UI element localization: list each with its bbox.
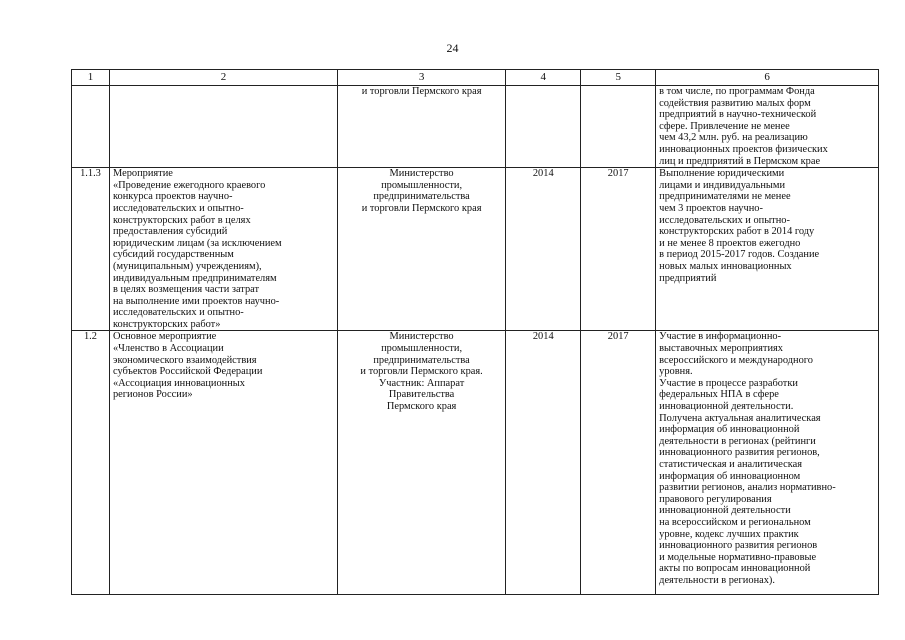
text-line: (муниципальным) учреждениям), — [112, 260, 262, 272]
text-line: регионов России» — [112, 389, 193, 401]
item-name — [109, 86, 337, 168]
item-number: 1.1.3 — [72, 168, 110, 331]
item-name — [109, 168, 337, 331]
text-line: деятельности в регионах (рейтинги — [659, 435, 816, 447]
text-line: Мероприятие — [112, 168, 173, 180]
text-line: инновационного развития регионов — [659, 540, 818, 552]
column-header: 4 — [506, 70, 581, 86]
text-line: предприятий в научно-технической — [659, 109, 817, 121]
program-table — [71, 69, 879, 595]
text-line: в том числе, по программам Фонда — [659, 86, 815, 97]
column-header: 3 — [337, 70, 505, 86]
text-line: уровня. — [659, 366, 693, 378]
text-line: Участие в процессе разработки — [659, 377, 798, 389]
text-line: на всероссийском и региональном — [659, 516, 811, 528]
text-line: инновационной деятельности. — [659, 401, 794, 413]
text-line: Правительства — [388, 389, 455, 401]
start-year: 2014 — [506, 168, 581, 331]
text-line: уровне, кодекс лучших практик — [659, 528, 799, 540]
responsible-executor — [337, 168, 505, 331]
text-line: исследовательских и опытно- — [659, 214, 790, 226]
table-row — [72, 331, 879, 595]
text-line: конкурса проектов научно- — [112, 191, 233, 203]
text-line: предоставления субсидий — [112, 226, 228, 238]
text-line: предпринимательства — [373, 354, 470, 366]
text-line: акты по вопросам инновационной — [659, 563, 811, 575]
text-line: деятельности в регионах). — [659, 574, 775, 586]
text-line: в целях возмещения части затрат — [112, 284, 260, 296]
responsible-executor — [337, 86, 505, 168]
page-number: 24 — [446, 41, 459, 55]
item-number — [72, 86, 110, 168]
text-line: лицами и индивидуальными — [659, 179, 786, 191]
text-line: субъектов Российской Федерации — [112, 366, 263, 378]
text-line: Получена актуальная аналитическая — [659, 412, 821, 424]
text-line: Основное мероприятие — [112, 331, 217, 343]
text-line: в период 2015-2017 годов. Создание — [659, 249, 820, 261]
text-line: федеральных НПА в сфере — [659, 389, 779, 401]
column-header: 6 — [656, 70, 879, 86]
text-line: индивидуальным предпринимателям — [112, 272, 277, 284]
text-line: содействия развитию малых форм — [659, 97, 811, 109]
text-line: Выполнение юридическими — [659, 168, 785, 180]
column-header: 2 — [109, 70, 337, 86]
text-line: Министерство — [389, 331, 454, 343]
table-row — [72, 168, 879, 331]
text-line: инновационных проектов физических — [659, 143, 828, 155]
text-line: «Ассоциация инновационных — [112, 377, 245, 389]
text-line: новых малых инновационных — [659, 260, 792, 272]
start-year — [506, 86, 581, 168]
text-line: исследовательских и опытно- — [112, 202, 244, 214]
text-line: информация об инновационной — [659, 424, 800, 436]
text-line: сфере. Привлечение не менее — [659, 120, 790, 132]
end-year — [581, 86, 656, 168]
text-line: Участник: Аппарат — [378, 377, 465, 389]
text-line: статистическая и аналитическая — [659, 459, 803, 470]
text-line: юридическим лицам (за исключением — [112, 237, 282, 249]
expected-result — [656, 331, 879, 595]
text-line: предпринимателями не менее — [659, 191, 791, 203]
text-line: и не менее 8 проектов ежегодно — [659, 237, 801, 249]
text-line: инновационного развития регионов, — [659, 447, 820, 459]
text-line: чем 43,2 млн. руб. на реализацию — [659, 132, 808, 144]
text-line: конструкторских работ» — [112, 318, 221, 330]
text-line: на выполнение ими проектов научно- — [112, 295, 280, 307]
text-line: «Проведение ежегодного краевого — [112, 179, 266, 191]
responsible-executor — [337, 331, 505, 595]
text-line: исследовательских и опытно- — [112, 307, 244, 319]
text-line: всероссийского и международного — [659, 354, 813, 366]
text-line: и торговли Пермского края — [361, 86, 482, 97]
text-line: чем 3 проектов научно- — [659, 202, 763, 214]
text-line: Пермского края — [386, 401, 457, 413]
text-line: Министерство — [389, 168, 454, 180]
text-line: лиц и предприятий в Пермском крае — [659, 155, 821, 167]
text-line: и торговли Пермского края — [361, 202, 482, 214]
text-line: инновационной деятельности — [659, 505, 791, 517]
text-line: конструкторских работ в целях — [112, 214, 251, 226]
text-line: и торговли Пермского края. — [360, 366, 483, 378]
start-year: 2014 — [506, 331, 581, 595]
column-header: 1 — [72, 70, 110, 86]
text-line: предприятий — [659, 272, 717, 284]
end-year: 2017 — [581, 168, 656, 331]
table-row — [72, 86, 879, 168]
text-line: выставочных мероприятиях — [659, 343, 784, 355]
text-line: информация об инновационном — [659, 470, 801, 482]
expected-result — [656, 86, 879, 168]
text-line: «Членство в Ассоциации — [112, 343, 224, 355]
column-header: 5 — [581, 70, 656, 86]
expected-result — [656, 168, 879, 331]
text-line: и модельные нормативно-правовые — [659, 551, 817, 563]
text-line: Участие в информационно- — [659, 331, 782, 343]
text-line: экономического взаимодействия — [112, 354, 257, 366]
text-line: промышленности, — [381, 343, 463, 355]
text-line: предпринимательства — [373, 191, 470, 203]
text-line: развитии регионов, анализ нормативно- — [659, 482, 836, 494]
end-year: 2017 — [581, 331, 656, 595]
text-line: промышленности, — [381, 179, 463, 191]
item-name — [109, 331, 337, 595]
text-line: субсидий государственным — [112, 249, 234, 261]
text-line: правового регулирования — [659, 493, 772, 505]
text-line: конструкторских работ в 2014 году — [659, 226, 815, 238]
item-number: 1.2 — [72, 331, 110, 595]
table-header-row — [72, 70, 879, 86]
